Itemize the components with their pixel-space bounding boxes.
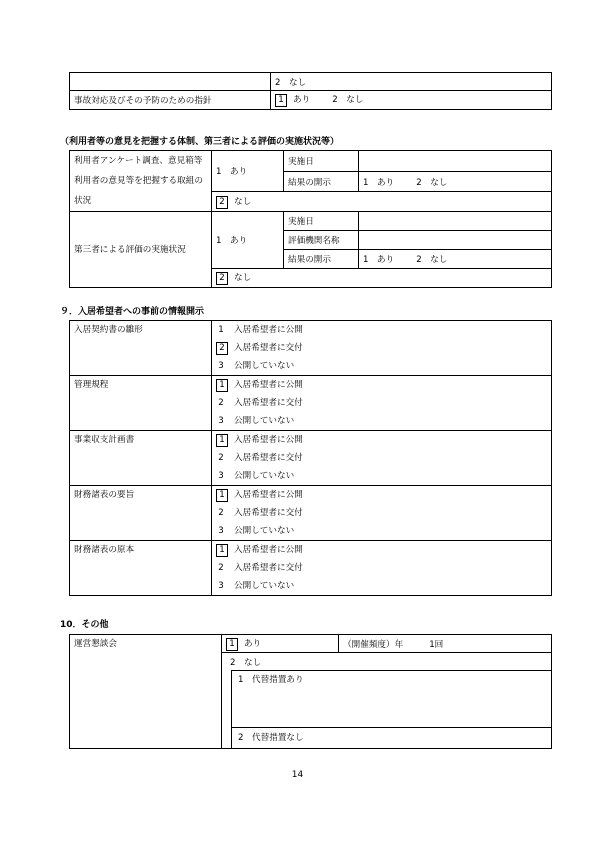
option-number[interactable]: 3 — [218, 526, 224, 536]
council-label: 運営懇談会 — [70, 635, 222, 749]
third-party-disclosure-yes: 1 あり — [363, 255, 395, 265]
checked-box[interactable]: 1 — [216, 544, 228, 557]
option-text: 入居希望者に交付 — [234, 453, 303, 463]
checked-box[interactable]: 2 — [216, 342, 228, 355]
third-party-disclosure-label: 結果の開示 — [284, 250, 359, 269]
third-party-disclosure-no: 2 なし — [416, 255, 448, 265]
checked-box-1[interactable]: 1 — [275, 94, 287, 107]
option-number[interactable]: 2 — [218, 508, 224, 518]
third-party-impl-date-label: 実施日 — [284, 212, 359, 231]
disclosure-option[interactable] — [212, 486, 551, 504]
survey-option-yes: 1 あり — [212, 151, 284, 192]
disclosure-options — [212, 321, 552, 376]
third-party-no-label: なし — [234, 273, 252, 283]
checked-box-2[interactable]: 2 — [216, 196, 228, 209]
option-text: 公開していない — [234, 581, 295, 591]
other-table — [69, 634, 552, 749]
disclosure-option[interactable] — [212, 504, 551, 522]
alt-measure-yes: 1 代替措置あり — [232, 671, 551, 728]
option-number[interactable]: 3 — [218, 471, 224, 481]
survey-disclosure-yes: 1 あり — [363, 177, 395, 188]
option-number[interactable]: 3 — [218, 581, 224, 591]
disclosure-table — [69, 320, 552, 596]
disclosure-options — [212, 486, 552, 541]
disclosure-option[interactable] — [212, 541, 551, 559]
third-party-org-value[interactable] — [359, 231, 552, 250]
third-party-impl-date-value[interactable] — [359, 212, 552, 231]
prev-item-option-none: 2 なし — [271, 73, 552, 91]
survey-no-label: なし — [234, 196, 252, 207]
survey-disclosure-label: 結果の開示 — [284, 171, 359, 192]
accident-policy-options — [271, 91, 552, 110]
third-party-disclosure-options — [359, 250, 552, 269]
option-number[interactable]: 2 — [218, 453, 224, 463]
empty-label-cell — [70, 73, 271, 91]
option-text: 入居希望者に公開 — [234, 545, 303, 555]
option-text: 入居希望者に交付 — [234, 343, 303, 353]
option-text: 公開していない — [234, 416, 295, 426]
checked-box[interactable]: 1 — [216, 434, 228, 447]
option-number[interactable]: 2 — [218, 563, 224, 573]
option-number[interactable]: 1 — [218, 325, 224, 335]
survey-option-no — [212, 192, 552, 212]
option-text: 入居希望者に交付 — [234, 508, 303, 518]
council-yes-label: あり — [244, 638, 262, 649]
option-no-label: 2 なし — [332, 95, 364, 105]
frequency-value: 1回 — [429, 639, 444, 650]
council-option-no: 2 なし — [222, 653, 552, 671]
checked-box[interactable]: 1 — [216, 379, 228, 392]
disclosure-item-label: 財務諸表の要旨 — [70, 486, 212, 541]
survey-disclosure-no: 2 なし — [416, 177, 448, 188]
option-text: 入居希望者に交付 — [234, 563, 303, 573]
disclosure-item-label: 入居契約書の雛形 — [70, 321, 212, 376]
feedback-section-heading: （利用者等の意見を把握する体制、第三者による評価の実施状況等） — [60, 137, 340, 147]
section9-heading: ９．入居希望者への事前の情報開示 — [60, 307, 205, 317]
feedback-table — [69, 150, 552, 288]
option-text: 公開していない — [234, 361, 295, 371]
disclosure-option[interactable] — [212, 522, 551, 540]
accident-policy-label: 事故対応及びその予防のための指針 — [70, 91, 271, 110]
checked-box-2[interactable]: 2 — [216, 272, 228, 285]
alternative-measures-box — [232, 671, 552, 749]
option-text: 公開していない — [234, 526, 295, 536]
option-text: 入居希望者に公開 — [234, 490, 303, 500]
disclosure-option[interactable] — [212, 449, 551, 467]
survey-impl-date-label: 実施日 — [284, 151, 359, 172]
option-number[interactable]: 2 — [218, 398, 224, 408]
council-frequency — [339, 635, 552, 653]
disclosure-options — [212, 431, 552, 486]
checked-box-1[interactable]: 1 — [226, 638, 238, 651]
survey-impl-date-value[interactable] — [359, 151, 552, 172]
disclosure-option[interactable] — [212, 467, 551, 485]
option-yes-label: あり — [293, 95, 311, 105]
option-text: 入居希望者に公開 — [234, 325, 303, 335]
disclosure-option[interactable] — [212, 339, 551, 357]
option-text: 入居希望者に公開 — [234, 380, 303, 390]
option-text: 公開していない — [234, 471, 295, 481]
survey-label: 利用者アンケート調査、意見箱等利用者の意見等を把握する取組の状況 — [70, 151, 212, 212]
disclosure-option[interactable] — [212, 376, 551, 394]
disclosure-options — [212, 541, 552, 596]
council-option-yes — [222, 635, 339, 653]
disclosure-option[interactable] — [212, 357, 551, 375]
survey-disclosure-options — [359, 171, 552, 192]
disclosure-option[interactable] — [212, 431, 551, 449]
option-number[interactable]: 3 — [218, 361, 224, 371]
disclosure-option[interactable] — [212, 559, 551, 577]
option-text: 入居希望者に公開 — [234, 435, 303, 445]
disclosure-option[interactable] — [212, 412, 551, 430]
third-party-option-no — [212, 269, 552, 288]
disclosure-item-label: 事業収支計画書 — [70, 431, 212, 486]
third-party-eval-label: 第三者による評価の実施状況 — [70, 212, 212, 288]
disclosure-item-label: 管理規程 — [70, 376, 212, 431]
section10-heading: 10．その他 — [60, 620, 109, 630]
disclosure-options — [212, 376, 552, 431]
disclosure-item-label: 財務諸表の原本 — [70, 541, 212, 596]
third-party-option-yes: 1 あり — [212, 212, 284, 269]
third-party-org-label: 評価機関名称 — [284, 231, 359, 250]
frequency-label: （開催頻度）年 — [343, 639, 404, 650]
option-number[interactable]: 3 — [218, 416, 224, 426]
checked-box[interactable]: 1 — [216, 489, 228, 502]
indent-spacer — [222, 671, 232, 749]
alt-measure-no: 2 代替措置なし — [238, 733, 304, 743]
option-text: 入居希望者に交付 — [234, 398, 303, 408]
accident-policy-table — [69, 72, 552, 110]
page-number: 14 — [291, 770, 304, 780]
disclosure-option[interactable] — [212, 577, 551, 595]
disclosure-option[interactable] — [212, 321, 551, 339]
disclosure-option[interactable] — [212, 394, 551, 412]
